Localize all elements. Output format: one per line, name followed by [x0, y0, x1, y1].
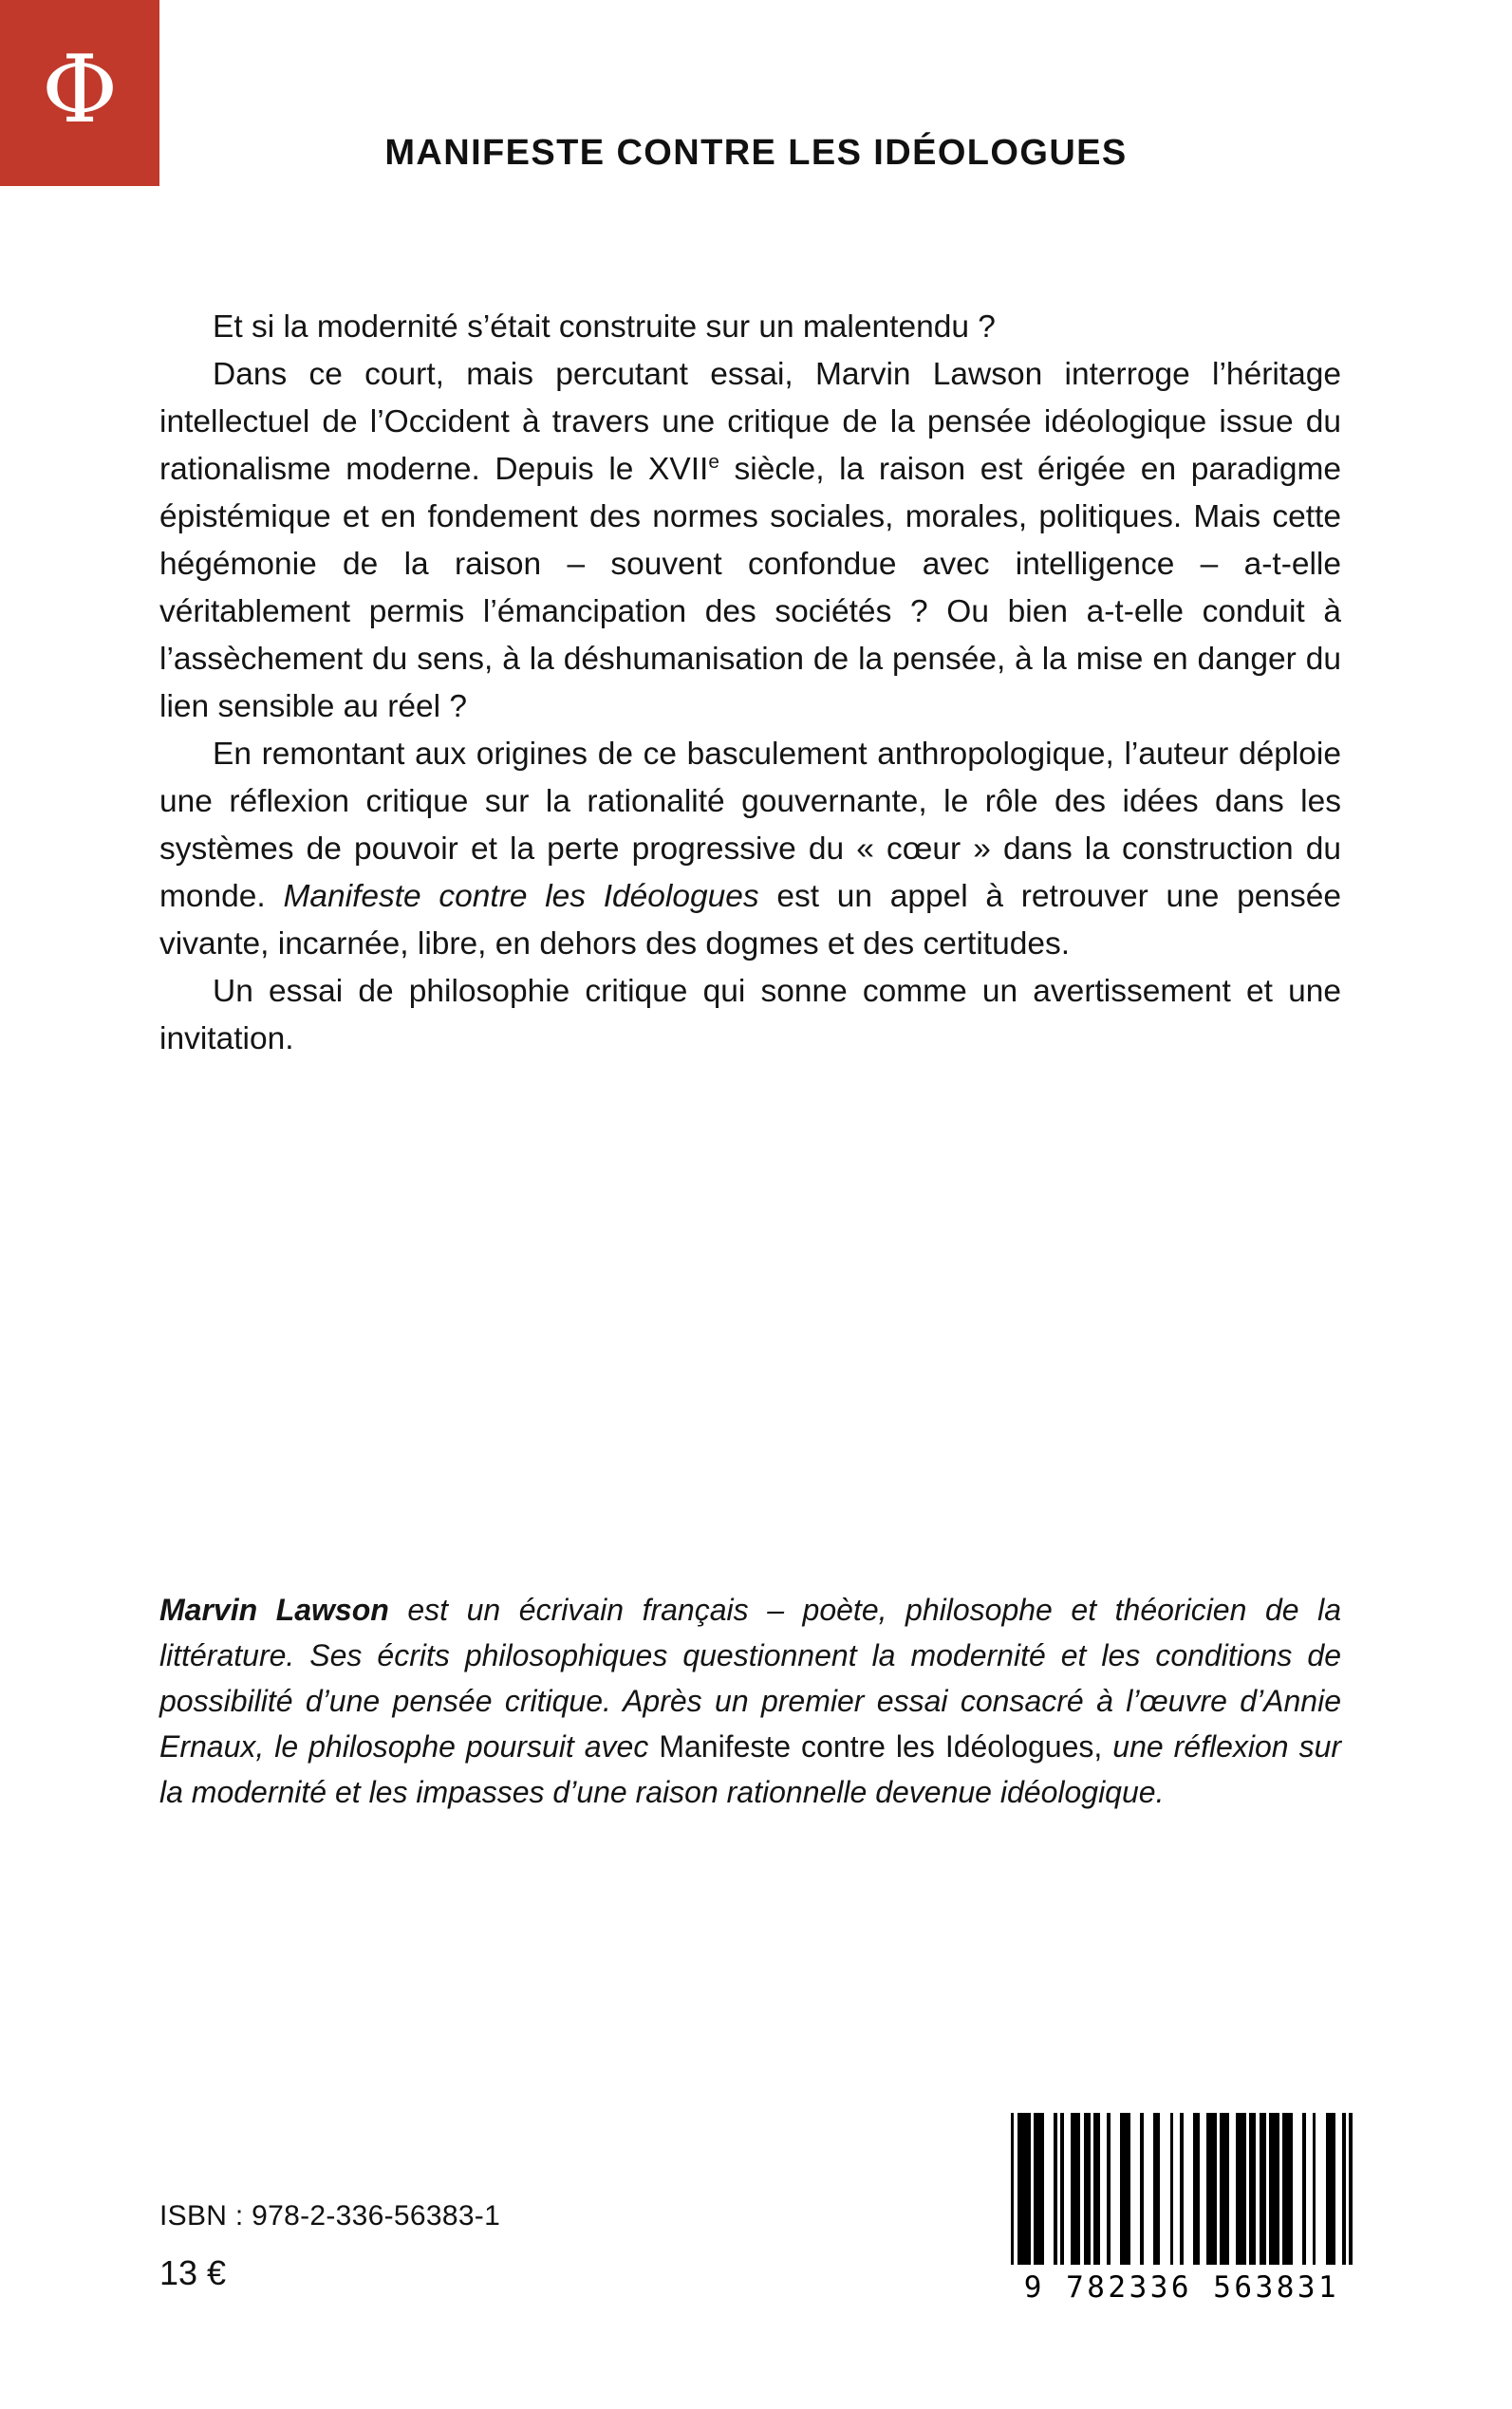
- blurb-paragraph-2: [159, 351, 1341, 731]
- page-title: MANIFESTE CONTRE LES IDÉOLOGUES: [384, 133, 1128, 173]
- bio-text-part1: est un écrivain français – poète, philosophe et théoricien de la littérature. Ses écrits philosophiques questionnent la modernité et les conditions de possibilité d’une pensée critique. Après un premier essai consacré à l’œuvre d’Annie Ernaux, le philosophe poursuit avec: [159, 1593, 1342, 1764]
- publisher-logo: [0, 0, 159, 186]
- blurb-text: [159, 304, 1341, 1063]
- blurb-p2-after: siècle, la raison est érigée en paradigme épistémique et en fondement des normes sociales, morales, politiques. Mais cette hégémonie de la raison – souvent confondue avec intelligence – a-t-elle véritablement permis l’émancipation des sociétés ? Ou bien a-t-elle conduit à l’assèchement du sens, à la déshumanisation de la pensée, à la mise en danger du lien sensible au réel ?: [159, 452, 1341, 724]
- phi-logo-icon: Φ: [41, 36, 119, 144]
- price-text: 13 €: [159, 2253, 227, 2292]
- blurb-paragraph-4: Un essai de philosophie critique qui sonne comme un avertissement et une invitation.: [159, 974, 1341, 1056]
- blurb-paragraph-1: Et si la modernité s’était construite sur un malentendu ?: [213, 309, 996, 345]
- author-bio: [159, 1587, 1341, 1815]
- barcode-digits: 9 782336 563831: [1023, 2270, 1340, 2305]
- barcode-bars: [1011, 2113, 1353, 2265]
- blurb-p3-part2: est un appel à retrouver une pensée vivante, incarnée, libre, en dehors des dogmes et des certitudes.: [159, 879, 1341, 962]
- blurb-p3-part1: En remontant aux origines de ce basculement anthropologique, l’auteur déploie une réflexion critique sur la rationalité gouvernante, le rôle des idées dans les systèmes de pouvoir et la perte progressive du « cœur » dans la construction du monde.: [159, 737, 1341, 914]
- barcode: [1011, 2113, 1353, 2305]
- blurb-paragraph-3: [159, 731, 1341, 968]
- blurb-p2-before: Dans ce court, mais percutant essai, Marvin Lawson interroge l’héritage intellectuel de l’Occident à travers une critique de la pensée idéologique issue du rationalisme moderne. Depuis le XVII: [159, 357, 1341, 487]
- author-name: Marvin Lawson: [159, 1593, 389, 1627]
- bio-book-title: Manifeste contre les Idéologues,: [659, 1729, 1103, 1764]
- footer-left: [159, 2200, 824, 2293]
- isbn-text: ISBN : 978-2-336-56383-1: [159, 2200, 501, 2232]
- ordinal-suffix: e: [708, 450, 719, 473]
- blurb-book-title: Manifeste contre les Idéologues: [283, 879, 759, 914]
- bio-text-part2: une réflexion sur la modernité et les impasses d’une raison rationnelle devenue idéologique.: [159, 1729, 1342, 1809]
